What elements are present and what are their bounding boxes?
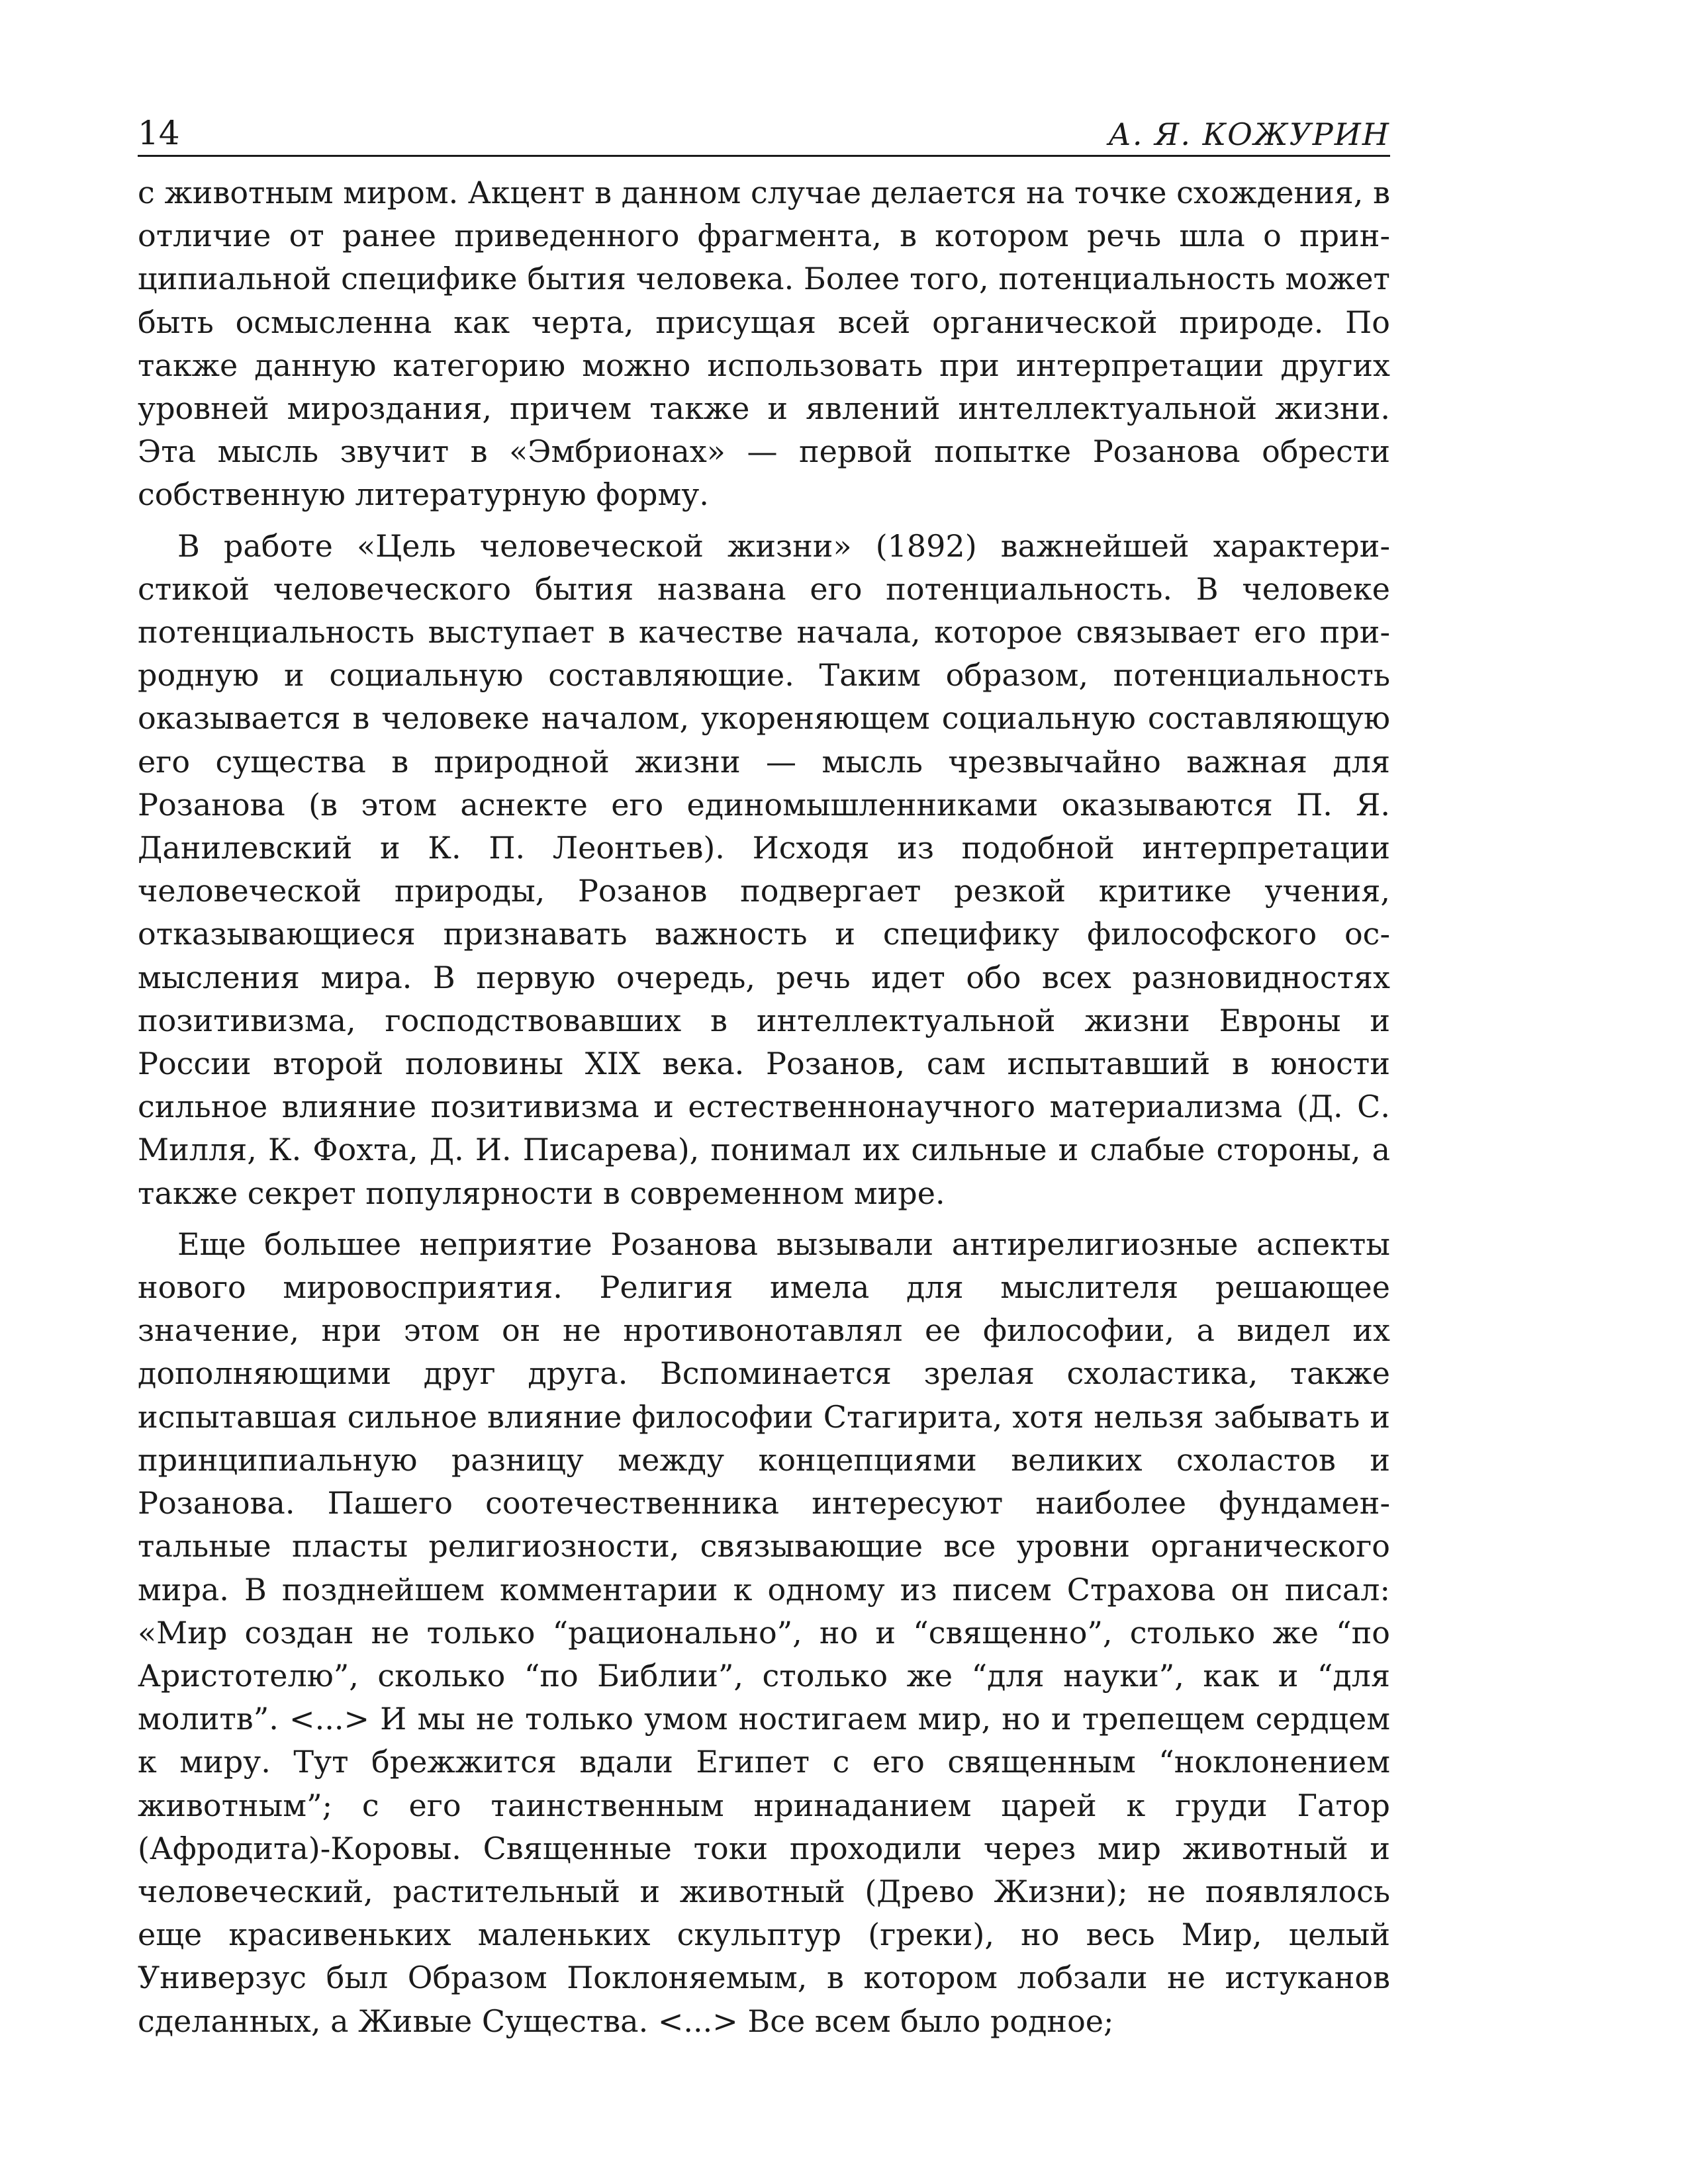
paragraph: В работе «Цель человеческой жизни» (1892) важнейшей характеристикой человеческого бытия названа его потенциальность. В человеке потенциальность выступает в качестве начала, которое связывает его природную и социальную составляющие. Таким образом, потенциальность оказывается в человеке началом, укореняющем социальную составляющую его существа в природной жизни — мысль чрезвычайно важная для Розанова (в этом аснекте его единомышленниками оказываются П. Я. Данилевский и К. П. Леонтьев). Исходя из подобной интерпретации человеческой природы, Розанов подвергает резкой критике учения, отказывающиеся признавать важность и специфику философского осмысления мира. В первую очередь, речь идет обо всех разновидностях позитивизма, господствовавших в интеллектуальной жизни Евроны и России второй половины XIX века. Розанов, сам испытавший в юности сильное влияние позитивизма и естественнонаучного материализма (Д. С. Милля, К. Фохта, Д. И. Писарева), понимал их сильные и слабые стороны, а также секрет популярности в современном мире. xyxy=(138,527,1390,1211)
paragraph-continued: с животным миром. Акцент в данном случае делается на точке схождения, в отличие от ранее приведенного фрагмента, в котором речь шла о принципиальной специфике бытия человека. Более того, потенциальность может быть осмысленна как черта, присущая всей органической природе. По также данную категорию можно использовать при интерпретации других уровней мироздания, причем также и явлений интеллектуальной жизни. Эта мысль звучит в «Эмбрионах» — первой попытке Розанова обрести собственную литературную форму. xyxy=(138,175,1390,513)
running-head-author: А. Я. КОЖУРИН xyxy=(1108,116,1390,152)
page-number: 14 xyxy=(138,114,180,152)
running-head xyxy=(138,99,1390,157)
paragraph: Еще большее неприятие Розанова вызывали антирелигиозные аспекты нового мировосприятия. Религия имела для мыслителя решающее значение, нри этом он не нротивонотавлял ее философии, а видел их дополняющими друг друга. Вспоминается зрелая схоластика, также испытавшая сильное влияние философии Стагирита, хотя нельзя забывать и принципиальную разницу между концепциями великих схоластов и Розанова. Пашего соотечественника интересуют наиболее фундаментальные пласты религиозности, связывающие все уровни органического мира. В позднейшем комментарии к одному из писем Страхова он писал: «Мир создан не только “рационально”, но и “священно”, столько же “по Аристотелю”, сколько “по Библии”, столько же “для науки”, как и “для молитв”. <...> И мы не только умом ностигаем мир, но и трепещем сердцем к миру. Тут брежжится вдали Египет с его священным “ноклонением животным”; с его таинственным нринаданием царей к груди Гатор (Афродита)-Коровы. Священные токи проходили через мир животный и человеческий, растительный и животный (Древо Жизни); не появлялось еще красивеньких маленьких скульптур (греки), но весь Мир, целый Универзус был Образом Поклоняемым, в котором лобзали не истуканов сделанных, а Живые Существа. <...> Все всем было родное; xyxy=(138,1226,1390,2039)
book-page xyxy=(138,99,1390,2051)
body-text xyxy=(138,171,1390,2043)
